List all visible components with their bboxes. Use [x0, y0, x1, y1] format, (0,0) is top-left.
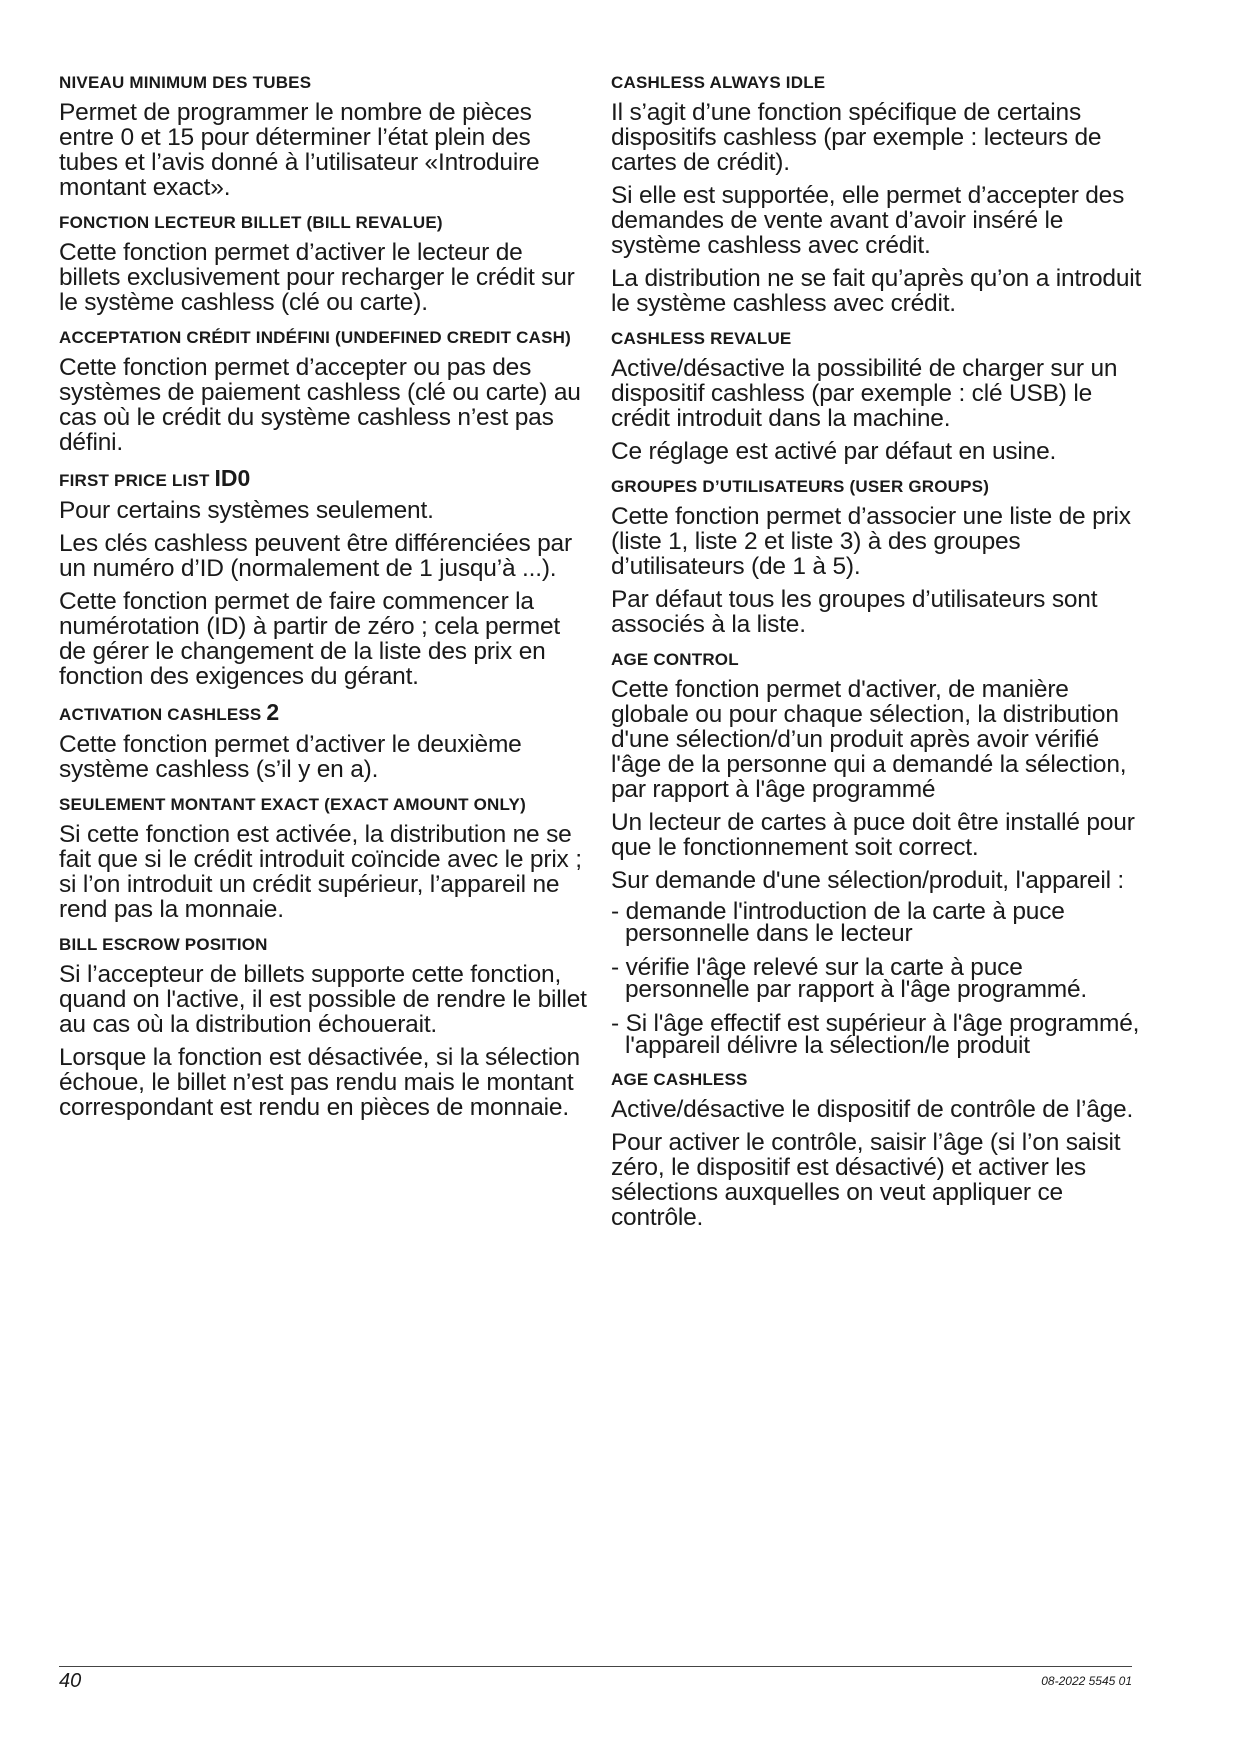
left-column	[59, 72, 589, 1132]
heading-id: ID0	[214, 465, 251, 491]
section-heading: SEULEMENT MONTANT EXACT (EXACT AMOUNT ONLY)	[59, 795, 526, 814]
document-code: 08-2022 5545 01	[1041, 1674, 1132, 1688]
paragraph: Cette fonction permet d’activer le deuxième système cashless (s’il y en a).	[59, 731, 522, 783]
paragraph: Par défaut tous les groupes d’utilisateurs sont associés à la liste.	[611, 586, 1098, 638]
section-seulement-montant-exact	[59, 794, 589, 922]
section-heading: AGE CONTROL	[611, 650, 739, 669]
section-fonction-lecteur-billet	[59, 212, 589, 315]
footer-divider	[59, 1666, 1132, 1667]
section-groupes-utilisateurs	[611, 476, 1151, 637]
paragraph: Si l’accepteur de billets supporte cette fonction, quand on l'active, il est possible de rendre le billet au cas où la distribution échouerait.	[59, 961, 587, 1038]
paragraph: Sur demande d'une sélection/produit, l'appareil :	[611, 867, 1125, 894]
page-number: 40	[59, 1670, 82, 1692]
section-heading	[59, 467, 589, 492]
section-cashless-revalue	[611, 328, 1151, 464]
section-bill-escrow-position	[59, 934, 589, 1120]
dash-list	[611, 898, 1151, 1059]
section-heading: GROUPES D’UTILISATEURS (USER GROUPS)	[611, 477, 990, 496]
section-heading: ACCEPTATION CRÉDIT INDÉFINI (UNDEFINED CREDIT CASH)	[59, 328, 572, 347]
paragraph: Les clés cashless peuvent être différenciées par un numéro d’ID (normalement de 1 jusqu’à ...).	[59, 530, 572, 582]
section-heading: BILL ESCROW POSITION	[59, 935, 268, 954]
heading-text: FIRST PRICE LIST	[59, 471, 210, 490]
paragraph: Ce réglage est activé par défaut en usine.	[611, 438, 1057, 465]
section-heading: AGE CASHLESS	[611, 1070, 748, 1089]
paragraph: Pour certains systèmes seulement.	[59, 497, 434, 524]
right-column	[611, 72, 1151, 1242]
paragraph: Lorsque la fonction est désactivée, si la sélection échoue, le billet n’est pas rendu mais le montant correspondant est rendu en pièces de monnaie.	[59, 1044, 580, 1121]
list-item: - Si l'âge effectif est supérieur à l'âge programmé, l'appareil délivre la sélection/le produit	[611, 1010, 1140, 1059]
section-heading: CASHLESS ALWAYS IDLE	[611, 73, 826, 92]
section-age-control	[611, 649, 1151, 1057]
paragraph: Active/désactive le dispositif de contrôle de l’âge.	[611, 1096, 1134, 1123]
heading-number: 2	[266, 699, 280, 725]
section-heading: NIVEAU MINIMUM DES TUBES	[59, 73, 312, 92]
paragraph: Si cette fonction est activée, la distribution ne se fait que si le crédit introduit coïncide avec le prix ; si l’on introduit un crédit supérieur, l’appareil ne rend pas la monnaie.	[59, 821, 582, 923]
paragraph: Pour activer le contrôle, saisir l’âge (si l’on saisit zéro, le dispositif est désactivé) et activer les sélections auxquelles on veut appliquer ce contrôle.	[611, 1129, 1121, 1231]
paragraph: La distribution ne se fait qu’après qu’on a introduit le système cashless avec crédit.	[611, 265, 1142, 317]
paragraph: Permet de programmer le nombre de pièces entre 0 et 15 pour déterminer l’état plein des tubes et l’avis donné à l’utilisateur «Introduire montant exact».	[59, 99, 540, 201]
section-acceptation-credit-indefini	[59, 327, 589, 455]
heading-text: ACTIVATION CASHLESS	[59, 705, 262, 724]
paragraph: Si elle est supportée, elle permet d’accepter des demandes de vente avant d’avoir inséré le système cashless avec crédit.	[611, 182, 1125, 259]
section-heading: FONCTION LECTEUR BILLET (BILL REVALUE)	[59, 213, 443, 232]
paragraph: Cette fonction permet d'activer, de manière globale ou pour chaque sélection, la distribution d'une sélection/d’un produit après avoir vérifié l'âge de la personne qui a demandé la sélection, par rapport à l'âge programmé	[611, 676, 1127, 803]
paragraph: Cette fonction permet d’activer le lecteur de billets exclusivement pour recharger le crédit sur le système cashless (clé ou carte).	[59, 239, 575, 316]
paragraph: Cette fonction permet de faire commencer la numérotation (ID) à partir de zéro ; cela permet de gérer le changement de la liste des prix en fonction des exigences du gérant.	[59, 588, 561, 690]
section-heading: CASHLESS REVALUE	[611, 329, 792, 348]
section-niveau-minimum-tubes	[59, 72, 589, 200]
section-age-cashless	[611, 1069, 1151, 1230]
paragraph: Cette fonction permet d’associer une liste de prix (liste 1, liste 2 et liste 3) à des groupes d’utilisateurs (de 1 à 5).	[611, 503, 1131, 580]
paragraph: Un lecteur de cartes à puce doit être installé pour que le fonctionnement soit correct.	[611, 809, 1135, 861]
paragraph: Active/désactive la possibilité de charger sur un dispositif cashless (par exemple : clé USB) le crédit introduit dans la machine.	[611, 355, 1118, 432]
paragraph: Il s’agit d’une fonction spécifique de certains dispositifs cashless (par exemple : lecteurs de cartes de crédit).	[611, 99, 1102, 176]
list-item: - demande l'introduction de la carte à puce personnelle dans le lecteur	[611, 898, 1065, 947]
section-heading	[59, 701, 589, 726]
section-activation-cashless-2	[59, 701, 589, 782]
list-item: - vérifie l'âge relevé sur la carte à puce personnelle par rapport à l'âge programmé.	[611, 954, 1088, 1003]
paragraph: Cette fonction permet d’accepter ou pas des systèmes de paiement cashless (clé ou carte) au cas où le crédit du système cashless n’est pas défini.	[59, 354, 581, 456]
section-first-price-list	[59, 467, 589, 689]
section-cashless-always-idle	[611, 72, 1151, 316]
